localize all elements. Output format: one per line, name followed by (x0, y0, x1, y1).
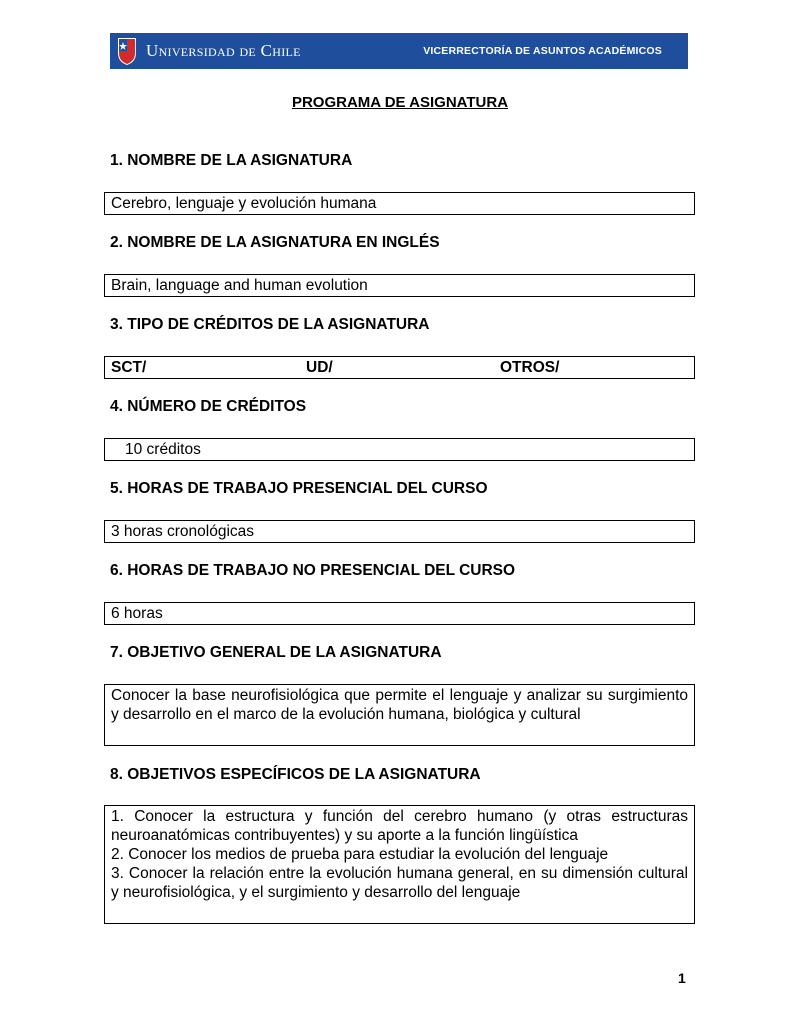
university-crest-icon (116, 36, 138, 66)
otros-label: OTROS/ (500, 359, 560, 376)
section-8-box (104, 805, 695, 924)
course-name-english: Brain, language and human evolution (111, 277, 368, 294)
ud-label: UD/ (306, 359, 333, 376)
section-5-box (104, 520, 695, 543)
section-4-title: 4. NÚMERO DE CRÉDITOS (110, 398, 307, 415)
sct-label: SCT/ (111, 359, 147, 376)
section-6-title: 6. HORAS DE TRABAJO NO PRESENCIAL DEL CURSO (110, 562, 516, 579)
section-2-box (104, 274, 695, 297)
page-number: 1 (678, 970, 686, 986)
document-title: PROGRAMA DE ASIGNATURA (291, 94, 509, 111)
section-2-title: 2. NOMBRE DE LA ASIGNATURA EN INGLÉS (110, 234, 440, 251)
specific-objective-3: 3. Conocer la relación entre la evolución humana general, en su dimensión cultural y neurofisiológica, y el surgimiento y desarrollo del lenguaje (111, 865, 688, 901)
course-name: Cerebro, lenguaje y evolución humana (111, 195, 377, 212)
section-1-box (104, 192, 695, 215)
section-3-box (104, 356, 695, 379)
vicerrectoria-label: VICERRECTORÍA DE ASUNTOS ACADÉMICOS (423, 45, 662, 57)
section-4-box (104, 438, 695, 461)
credits-value: 10 créditos (125, 441, 201, 458)
section-3-title: 3. TIPO DE CRÉDITOS DE LA ASIGNATURA (110, 316, 430, 333)
presential-hours: 3 horas cronológicas (111, 523, 255, 540)
section-8-title: 8. OBJETIVOS ESPECÍFICOS DE LA ASIGNATURA (110, 766, 481, 783)
non-presential-hours: 6 horas (111, 605, 163, 622)
specific-objective-2: 2. Conocer los medios de prueba para estudiar la evolución del lenguaje (111, 846, 609, 863)
section-7-box (104, 684, 695, 746)
header-banner (110, 33, 688, 69)
university-name: Universidad de Chile (146, 41, 301, 60)
section-1-title: 1. NOMBRE DE LA ASIGNATURA (110, 152, 353, 169)
specific-objective-1: 1. Conocer la estructura y función del cerebro humano (y otras estructuras neuroanatómicas contribuyentes) y su aporte a la función lingüística (111, 808, 688, 844)
section-5-title: 5. HORAS DE TRABAJO PRESENCIAL DEL CURSO (110, 480, 488, 497)
section-6-box (104, 602, 695, 625)
general-objective: Conocer la base neurofisiológica que permite el lenguaje y analizar su surgimiento y desarrollo en el marco de la evolución humana, biológica y cultural (111, 687, 688, 723)
section-7-title: 7. OBJETIVO GENERAL DE LA ASIGNATURA (110, 644, 442, 661)
